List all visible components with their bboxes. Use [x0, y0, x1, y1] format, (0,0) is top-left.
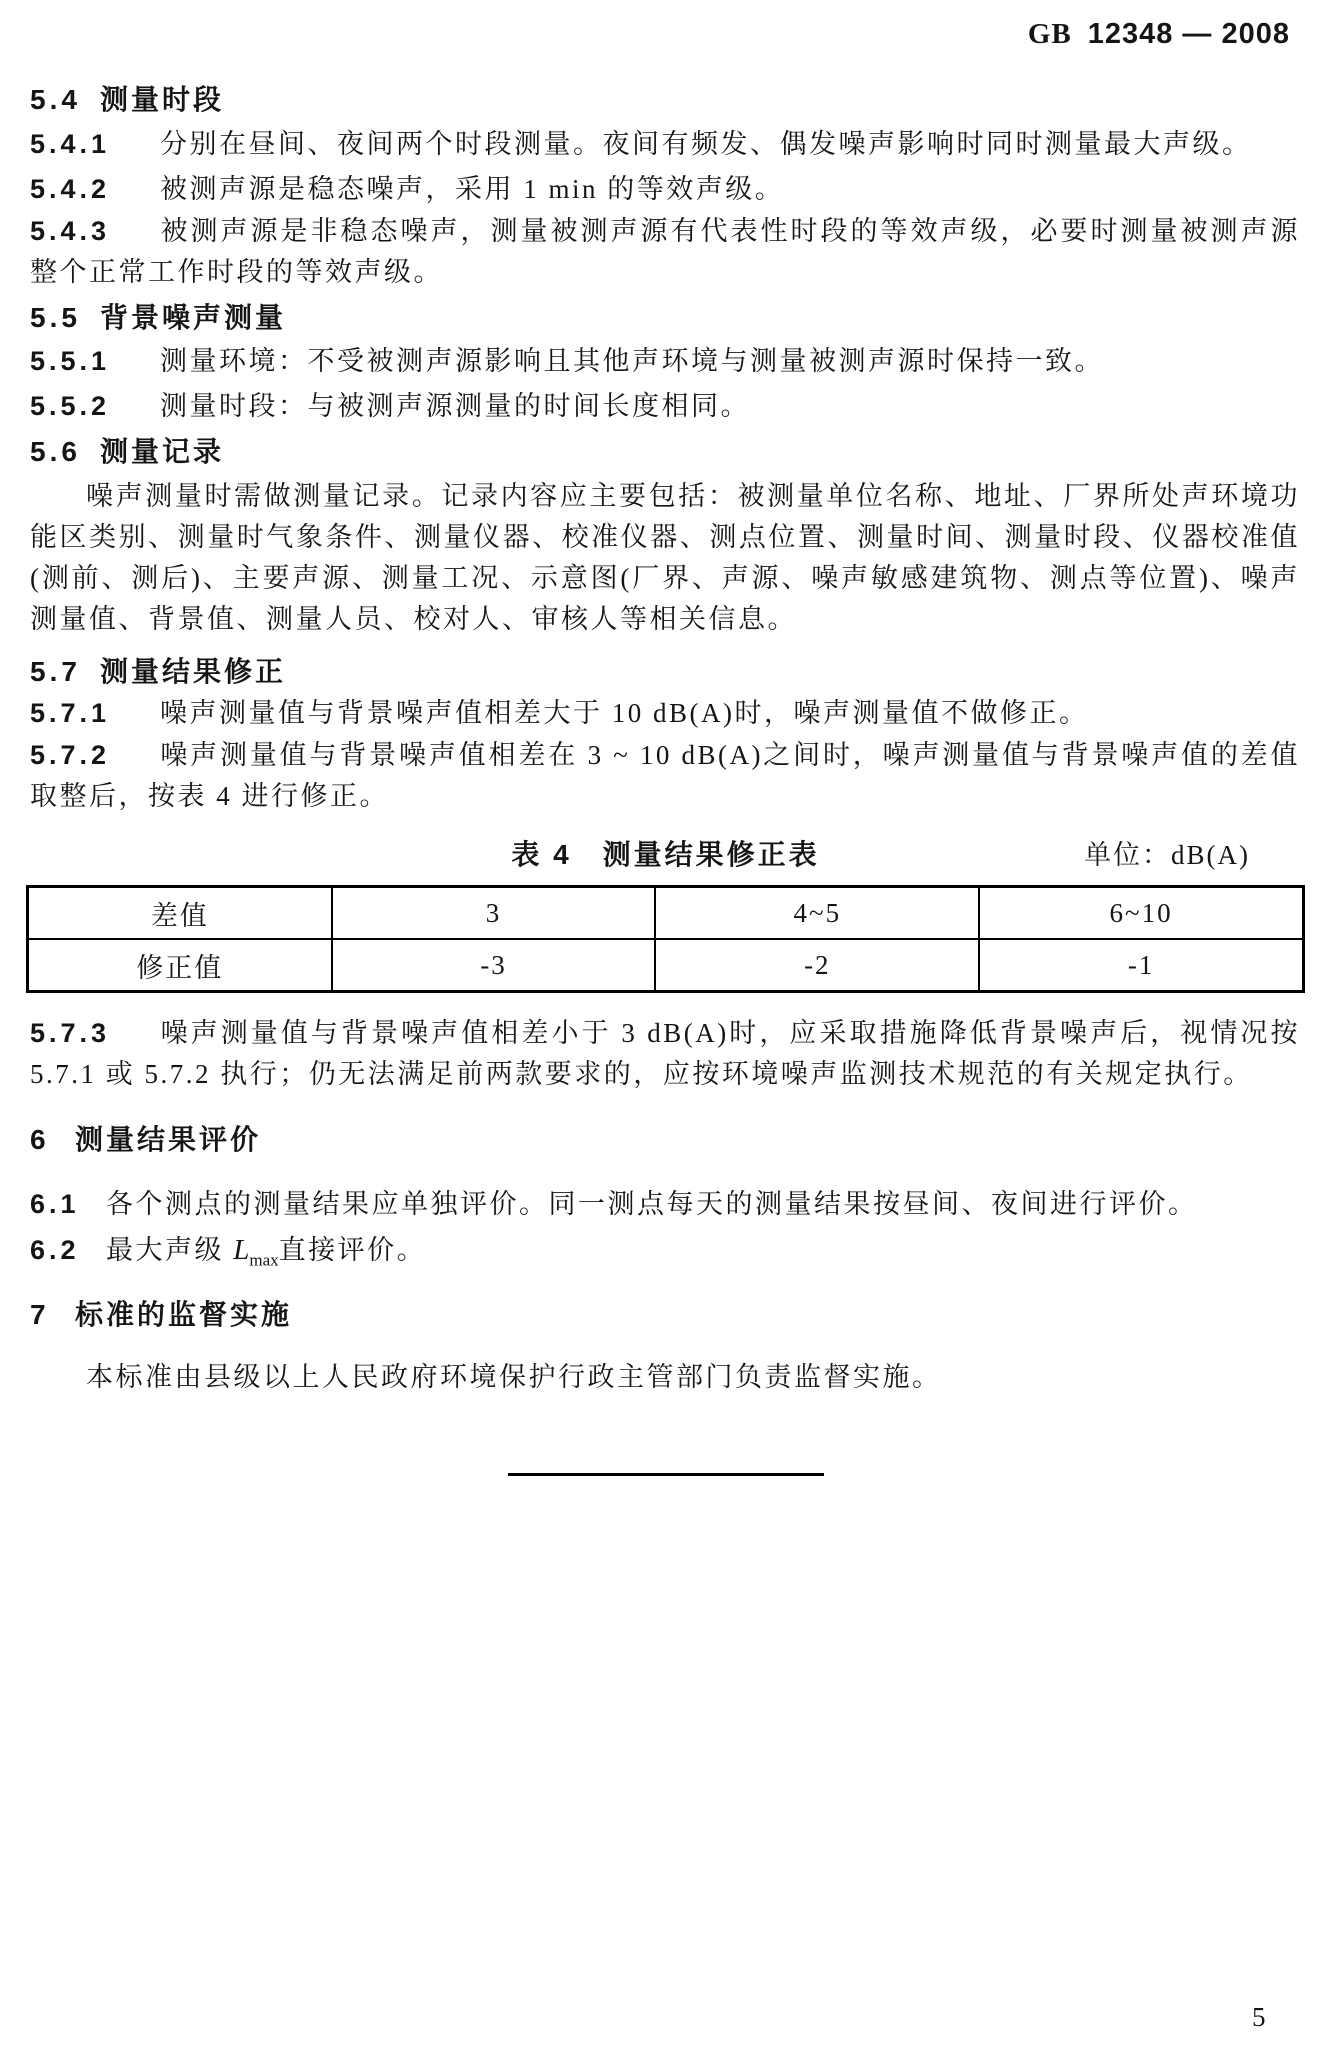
clause-text: 噪声测量值与背景噪声值相差在 3 ~ 10 dB(A)之间时，噪声测量值与背景噪声值的差值取整后，按表 4 进行修正。	[30, 740, 1300, 811]
table-4-caption-row	[26, 834, 1305, 876]
clause-text: 噪声测量值与背景噪声值相差小于 3 dB(A)时，应采取措施降低背景噪声后，视情况按 5.7.1 或 5.7.2 执行；仍无法满足前两款要求的，应按环境噪声监测技术规范的有关规定执行。	[30, 1018, 1300, 1089]
clause-text-post: 直接评价。	[278, 1235, 427, 1265]
clause-text: 被测声源是稳态噪声，采用 1 min 的等效声级。	[160, 174, 785, 204]
table-cell: -2	[655, 939, 979, 992]
paragraph-5-6: 噪声测量时需做测量记录。记录内容应主要包括：被测量单位名称、地址、厂界所处声环境功能区类别、测量时气象条件、测量仪器、校准仪器、测点位置、测量时间、测量时段、仪器校准值(测前、测后)、主要声源、测量工况、示意图(厂界、声源、噪声敏感建筑物、测点等位置)、噪声测量值、背景值、测量人员、校对人、审核人等相关信息。	[30, 481, 1300, 634]
standard-code-prefix: GB	[1027, 18, 1072, 50]
standard-code-number: 12348 — 2008	[1087, 18, 1290, 50]
clause-number: 5.5.1	[30, 346, 111, 376]
clause-6-1	[30, 1184, 1300, 1225]
table-row	[28, 939, 1304, 992]
clause-number: 5.4.2	[30, 174, 111, 204]
clause-6-2	[30, 1230, 1300, 1280]
clause-text: 分别在昼间、夜间两个时段测量。夜间有频发、偶发噪声影响时同时测量最大声级。	[160, 129, 1252, 159]
clause-5-4-1	[30, 124, 1300, 165]
section-heading-5-6	[30, 431, 1300, 473]
clause-5-4-3	[30, 211, 1300, 293]
clause-number: 6.1	[30, 1189, 80, 1219]
standard-code	[1028, 18, 1290, 51]
clause-text: 测量环境：不受被测声源影响且其他声环境与测量被测声源时保持一致。	[160, 346, 1104, 376]
section-heading-5-7	[30, 651, 1300, 693]
section-heading-6	[30, 1119, 1300, 1161]
section-title: 背景噪声测量	[100, 302, 287, 333]
table-cell: -1	[979, 939, 1303, 992]
clause-number: 5.7.2	[30, 740, 111, 770]
table-row	[28, 887, 1304, 940]
table-cell: 3	[332, 887, 656, 940]
unit-label: 单位：dB(A)	[1084, 840, 1250, 870]
section-number: 5.6	[30, 436, 81, 467]
clause-text: 测量时段：与被测声源测量的时间长度相同。	[160, 391, 750, 421]
clause-text: 被测声源是非稳态噪声，测量被测声源有代表性时段的等效声级，必要时测量被测声源整个正常工作时段的等效声级。	[30, 216, 1300, 287]
clause-text: 噪声测量值与背景噪声值相差大于 10 dB(A)时，噪声测量值不做修正。	[160, 698, 1089, 728]
clause-5-5-2	[30, 386, 1300, 427]
section-number: 5.7	[30, 656, 81, 687]
section-number: 6	[30, 1124, 50, 1155]
section-title: 测量结果评价	[75, 1124, 262, 1155]
clause-number: 5.4.3	[30, 216, 111, 246]
clause-text: 各个测点的测量结果应单独评价。同一测点每天的测量结果按昼间、夜间进行评价。	[106, 1189, 1198, 1219]
page-number: 5	[1252, 2002, 1266, 2032]
section-title: 标准的监督实施	[75, 1299, 293, 1330]
table-cell: 修正值	[28, 939, 332, 992]
table-cell: 4~5	[655, 887, 979, 940]
section-heading-5-5	[30, 297, 1300, 339]
table-cell: -3	[332, 939, 656, 992]
table-4	[26, 885, 1305, 993]
section-title: 测量时段	[100, 84, 225, 115]
table-caption: 表 4 测量结果修正表	[511, 839, 820, 870]
paragraph-7: 本标准由县级以上人民政府环境保护行政主管部门负责监督实施。	[86, 1362, 942, 1392]
section-heading-7	[30, 1294, 1300, 1336]
level-subscript: max	[249, 1250, 279, 1270]
section-heading-5-4	[30, 79, 1300, 121]
clause-number: 5.7.3	[30, 1018, 111, 1048]
end-of-text-rule	[508, 1473, 824, 1476]
section-number: 7	[30, 1299, 50, 1330]
clause-text-pre: 最大声级	[106, 1235, 234, 1265]
table-cell: 差值	[28, 887, 332, 940]
clause-number: 5.5.2	[30, 391, 111, 421]
clause-5-7-2	[30, 735, 1300, 817]
clause-5-7-1	[30, 693, 1300, 734]
section-title: 测量结果修正	[100, 656, 287, 687]
clause-number: 6.2	[30, 1235, 80, 1265]
clause-5-7-3	[30, 1013, 1300, 1095]
clause-5-5-1	[30, 341, 1300, 382]
level-symbol: L	[233, 1234, 250, 1266]
clause-number: 5.7.1	[30, 698, 111, 728]
section-number: 5.5	[30, 302, 81, 333]
section-number: 5.4	[30, 84, 81, 115]
clause-5-4-2	[30, 169, 1300, 210]
table-cell: 6~10	[979, 887, 1303, 940]
section-title: 测量记录	[100, 436, 225, 467]
clause-number: 5.4.1	[30, 129, 111, 159]
